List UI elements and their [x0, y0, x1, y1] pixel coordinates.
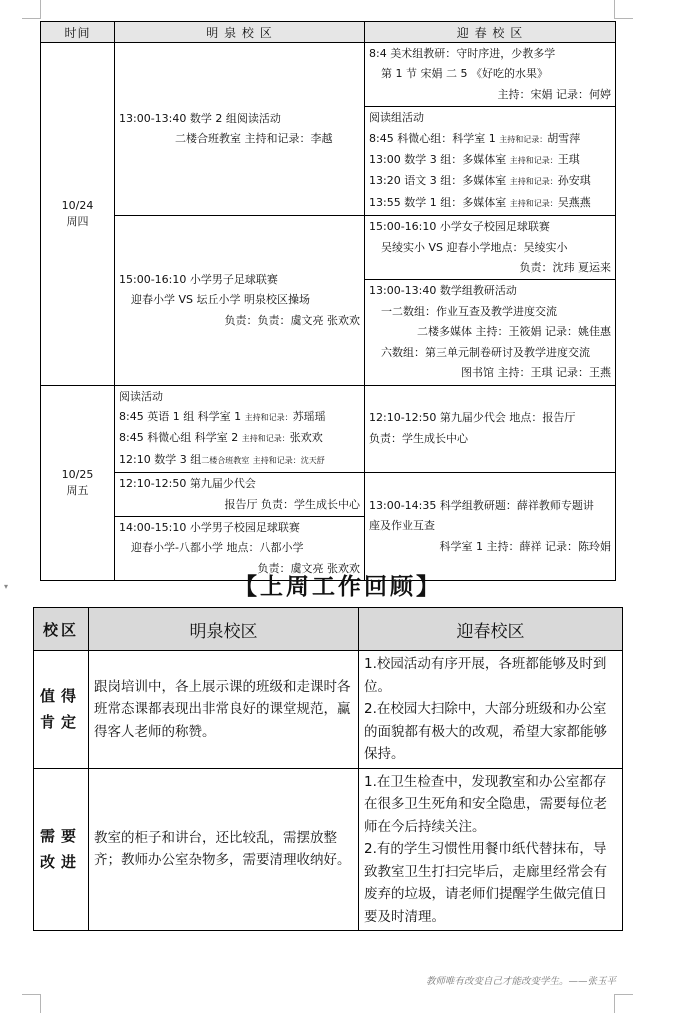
thu-row-3 [41, 216, 616, 280]
thu-yc-reading-item [369, 193, 611, 214]
thu-yc-reading-item [369, 171, 611, 192]
fri-day-cell [41, 385, 115, 581]
footer-quote: 教师唯有改变自己才能改变学生。——张玉平 [425, 976, 616, 987]
side-marker: ▾ [4, 582, 9, 591]
item-name: 张欢欢 [289, 431, 323, 445]
review-yingchun-improve [359, 768, 623, 931]
thu-row-1 [41, 43, 616, 107]
label-line: 需要 [39, 827, 82, 846]
review-row-improve [34, 768, 623, 931]
item-name: 吴燕燕 [557, 195, 591, 209]
fri-mq-reading-cell [115, 385, 365, 473]
thu-yc-math-group2: 六数组：第三单元制卷研讨及教学进度交流 [381, 345, 590, 359]
fri-mq-congress-time: 12:10-12:50 第九届少代会 [119, 477, 256, 491]
thu-yc-reading-title: 阅读组活动 [369, 111, 424, 125]
review-point: 2.有的学生习惯性用餐巾纸代替抹布，导致教室卫生打扫完毕后，走廊里经常会有废弃的垃圾，请老师们提醒学生做完值日要及时清理。 [364, 841, 607, 925]
review-point: 1.在卫生检查中，发现教室和办公室都存在很多卫生死角和安全隐患，需要每位老师在今后持续关注。 [364, 773, 607, 835]
label-line: 改进 [39, 853, 82, 872]
review-heading: 【上周工作回顾】 [234, 573, 442, 600]
item-text: 13:55 数学 1 组：多媒体室 [369, 195, 507, 209]
thu-mq-reading-time: 13:00-13:40 数学 2 组阅读活动 [119, 111, 281, 125]
thu-yc-math-cell [365, 280, 616, 385]
thu-yc-art-title: 8:4 美术组教研：守时序进，少教多学 [369, 47, 556, 60]
thu-yc-reading-item [369, 129, 611, 150]
fri-mq-reading-item [119, 428, 360, 449]
item-name: 苏瑶瑶 [292, 409, 326, 423]
thu-mq-football-teams: 迎春小学 VS 坛丘小学 明泉校区操场 [131, 293, 310, 307]
fri-mq-football-owner: 负责：虞文亮 张欢欢 [257, 561, 360, 575]
thu-yc-football-time: 15:00-16:10 小学女子校园足球联赛 [369, 220, 550, 234]
review-header-campus: 校区 [34, 608, 89, 651]
review-table [33, 607, 623, 931]
fri-yc-congress-time: 12:10-12:50 第九届少代会 地点：报告厅 [369, 411, 576, 425]
fri-weekday: 周五 [66, 483, 89, 497]
item-tag: 主持和记录： [509, 156, 558, 166]
crop-mark-top-right [614, 0, 633, 19]
schedule-header-row [41, 22, 616, 43]
review-header-mingquan: 明泉校区 [89, 608, 359, 651]
review-header-row [34, 608, 623, 651]
item-text: 12:10 数学 3 组 [119, 452, 202, 466]
crop-mark-bottom-right [614, 994, 633, 1013]
fri-date: 10/25 [61, 467, 94, 481]
review-label-improve [34, 768, 89, 931]
review-point: 2.在校园大扫除中，大部分班级和办公室的面貌都有极大的改观，希望大家都能够保持。 [364, 701, 607, 762]
item-tag: 主持和记录： [509, 177, 558, 187]
fri-yc-science-title: 13:00-14:35 科学组教研题：薛祥教师专题讲 [369, 499, 594, 513]
thu-weekday: 周四 [66, 214, 89, 228]
header-time: 时间 [41, 22, 115, 43]
item-text: 8:45 英语 1 组 科学室 1 [119, 409, 242, 423]
fri-row-1 [41, 385, 616, 473]
schedule-table [40, 21, 616, 581]
thu-yc-football-teams: 吴绫实小 VS 迎春小学地点：吴绫实小 [381, 240, 568, 254]
thu-yc-math-host2: 图书馆 主持：王琪 记录：王燕 [461, 366, 611, 380]
fri-mq-congress-cell [115, 473, 365, 517]
thu-mq-football-owner: 负责：负责：虞文亮 张欢欢 [224, 313, 360, 327]
thu-yc-football-owner: 负责：沈玮 夏运来 [519, 261, 611, 275]
thu-yc-reading-cell [365, 107, 616, 216]
header-yingchun: 迎 春 校 区 [365, 22, 616, 43]
review-mingquan-improve: 教室的柜子和讲台，还比较乱，需摆放整齐；教师办公室杂物多，需要清理收纳好。 [89, 768, 359, 931]
thu-mq-football-time: 15:00-16:10 小学男子足球联赛 [119, 272, 278, 286]
thu-day-cell [41, 43, 115, 386]
thu-yc-football-cell [365, 216, 616, 280]
fri-mq-congress-owner: 报告厅 负责：学生成长中心 [224, 497, 360, 511]
item-name: 孙安琪 [557, 174, 591, 188]
fri-mq-reading-item [119, 450, 360, 471]
item-tag: 主持和记录： [244, 412, 293, 422]
item-text: 13:20 语文 3 组：多媒体室 [369, 174, 507, 188]
thu-mq-football-cell [115, 216, 365, 385]
item-name: 胡雪萍 [547, 131, 581, 145]
fri-yc-science-title-cont: 座及作业互查 [369, 519, 435, 533]
item-place: 二楼合班教室 [201, 455, 250, 465]
review-yingchun-positive [359, 651, 623, 769]
item-tag: 主持和记录： [252, 455, 301, 465]
item-text: 8:45 科微心组 科学室 2 [119, 431, 239, 445]
review-label-positive [34, 651, 89, 769]
item-name: 王琪 [557, 153, 580, 167]
header-mingquan: 明 泉 校 区 [115, 22, 365, 43]
item-tag: 主持和记录： [241, 434, 290, 444]
label-line: 值得 [39, 687, 82, 706]
item-text: 13:00 数学 3 组：多媒体室 [369, 153, 507, 167]
crop-mark-top-left [22, 0, 41, 19]
review-row-positive [34, 651, 623, 769]
thu-mq-reading-cell [115, 43, 365, 216]
label-line: 肯定 [39, 713, 82, 732]
review-point: 1.校园活动有序开展，各班都能够及时到位。 [364, 656, 607, 695]
review-mingquan-positive: 跟岗培训中，各上展示课的班级和走课时各班常态课都表现出非常良好的课堂规范，赢得客人老师的称赞。 [89, 651, 359, 769]
thu-mq-reading-place: 二楼合班教室 主持和记录：李越 [175, 132, 333, 146]
fri-mq-reading-title: 阅读活动 [119, 389, 163, 403]
fri-mq-football-time: 14:00-15:10 小学男子校园足球联赛 [119, 520, 300, 534]
fri-yc-science-cell [365, 473, 616, 581]
thu-yc-math-title: 13:00-13:40 数学组教研活动 [369, 284, 517, 298]
item-name: 沈天舒 [300, 455, 325, 465]
thu-yc-reading-item [369, 150, 611, 171]
thu-yc-math-group1: 一二数组：作业互查及教学进度交流 [381, 304, 557, 318]
thu-yc-art-cell [365, 43, 616, 107]
fri-mq-reading-item [119, 407, 360, 428]
thu-yc-art-host: 主持：宋娟 记录：何婷 [497, 87, 611, 101]
fri-yc-congress-owner: 负责：学生成长中心 [369, 431, 468, 445]
fri-mq-football-teams: 迎春小学-八都小学 地点：八都小学 [131, 541, 304, 555]
thu-date: 10/24 [61, 198, 94, 212]
item-tag: 主持和记录： [509, 198, 558, 208]
thu-yc-math-host1: 二楼多媒体 主持：王筱娟 记录：姚佳惠 [417, 325, 611, 339]
fri-yc-science-host: 科学室 1 主持：薛祥 记录：陈玲娟 [439, 539, 611, 553]
review-header-yingchun: 迎春校区 [359, 608, 623, 651]
thu-yc-art-lesson: 第 1 节 宋娟 二 5 《好吃的水果》 [381, 67, 548, 81]
item-text: 8:45 科微心组：科学室 1 [369, 131, 496, 145]
item-tag: 主持和记录： [499, 134, 548, 144]
crop-mark-bottom-left [22, 994, 41, 1013]
fri-yc-congress-cell [365, 385, 616, 473]
fri-row-2 [41, 473, 616, 517]
